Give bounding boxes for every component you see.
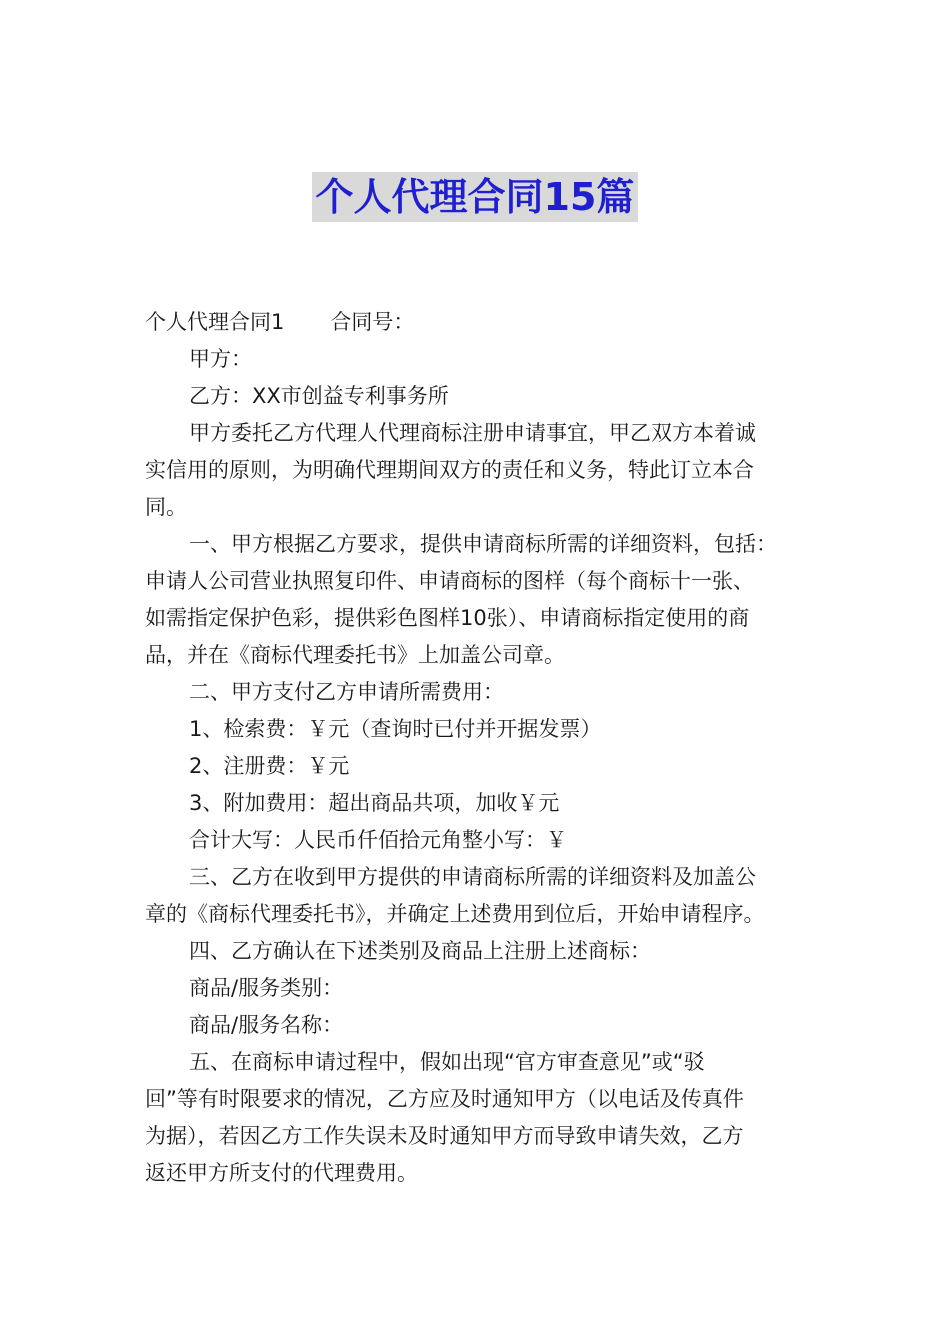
clause-5-line: 回”等有时限要求的情况，乙方应及时通知甲方（以电话及传真件 — [145, 1087, 744, 1111]
document-body — [145, 304, 815, 1192]
fee-additional: 3、附加费用：超出商品共项，加收￥元 — [189, 791, 560, 815]
goods-class: 商品/服务类别： — [189, 976, 344, 1000]
document-title: 个人代理合同15篇 — [312, 172, 639, 222]
clause-3-line: 三、乙方在收到甲方提供的申请商标所需的详细资料及加盖公 — [189, 865, 756, 889]
contract-heading-row — [145, 304, 815, 341]
goods-name: 商品/服务名称： — [189, 1013, 344, 1037]
party-a: 甲方： — [189, 347, 252, 371]
intro-line: 实信用的原则，为明确代理期间双方的责任和义务，特此订立本合 — [145, 458, 754, 482]
clause-5-line: 为据），若因乙方工作失误未及时通知甲方而导致申请失效，乙方 — [145, 1124, 744, 1148]
clause-5-line: 五、在商标申请过程中，假如出现“官方审查意见”或“驳 — [189, 1050, 705, 1074]
clause-1-line: 申请人公司营业执照复印件、申请商标的图样（每个商标十一张、 — [145, 569, 754, 593]
party-b: 乙方：XX市创益专利事务所 — [189, 384, 449, 408]
contract-heading: 个人代理合同1 — [145, 310, 285, 334]
intro-line: 同。 — [145, 495, 187, 519]
intro-line: 甲方委托乙方代理人代理商标注册申请事宜，甲乙双方本着诚 — [189, 421, 756, 445]
fee-total: 合计大写：人民币仟佰拾元角整小写：￥ — [189, 828, 567, 852]
title-container — [0, 172, 950, 222]
clause-4: 四、乙方确认在下述类别及商品上注册上述商标： — [189, 939, 651, 963]
clause-1-line: 品，并在《商标代理委托书》上加盖公司章。 — [145, 643, 565, 667]
fee-registration: 2、注册费：￥元 — [189, 754, 350, 778]
contract-number-label: 合同号： — [330, 310, 415, 334]
clause-5-line: 返还甲方所支付的代理费用。 — [145, 1161, 418, 1185]
clause-1-line: 一、甲方根据乙方要求，提供申请商标所需的详细资料，包括： — [189, 532, 777, 556]
fee-search: 1、检索费：￥元（查询时已付并开据发票） — [189, 717, 602, 741]
clause-1-line: 如需指定保护色彩，提供彩色图样10张）、申请商标指定使用的商 — [145, 606, 750, 630]
clause-2: 二、甲方支付乙方申请所需费用： — [189, 680, 504, 704]
clause-3-line: 章的《商标代理委托书》，并确定上述费用到位后，开始申请程序。 — [145, 902, 765, 926]
